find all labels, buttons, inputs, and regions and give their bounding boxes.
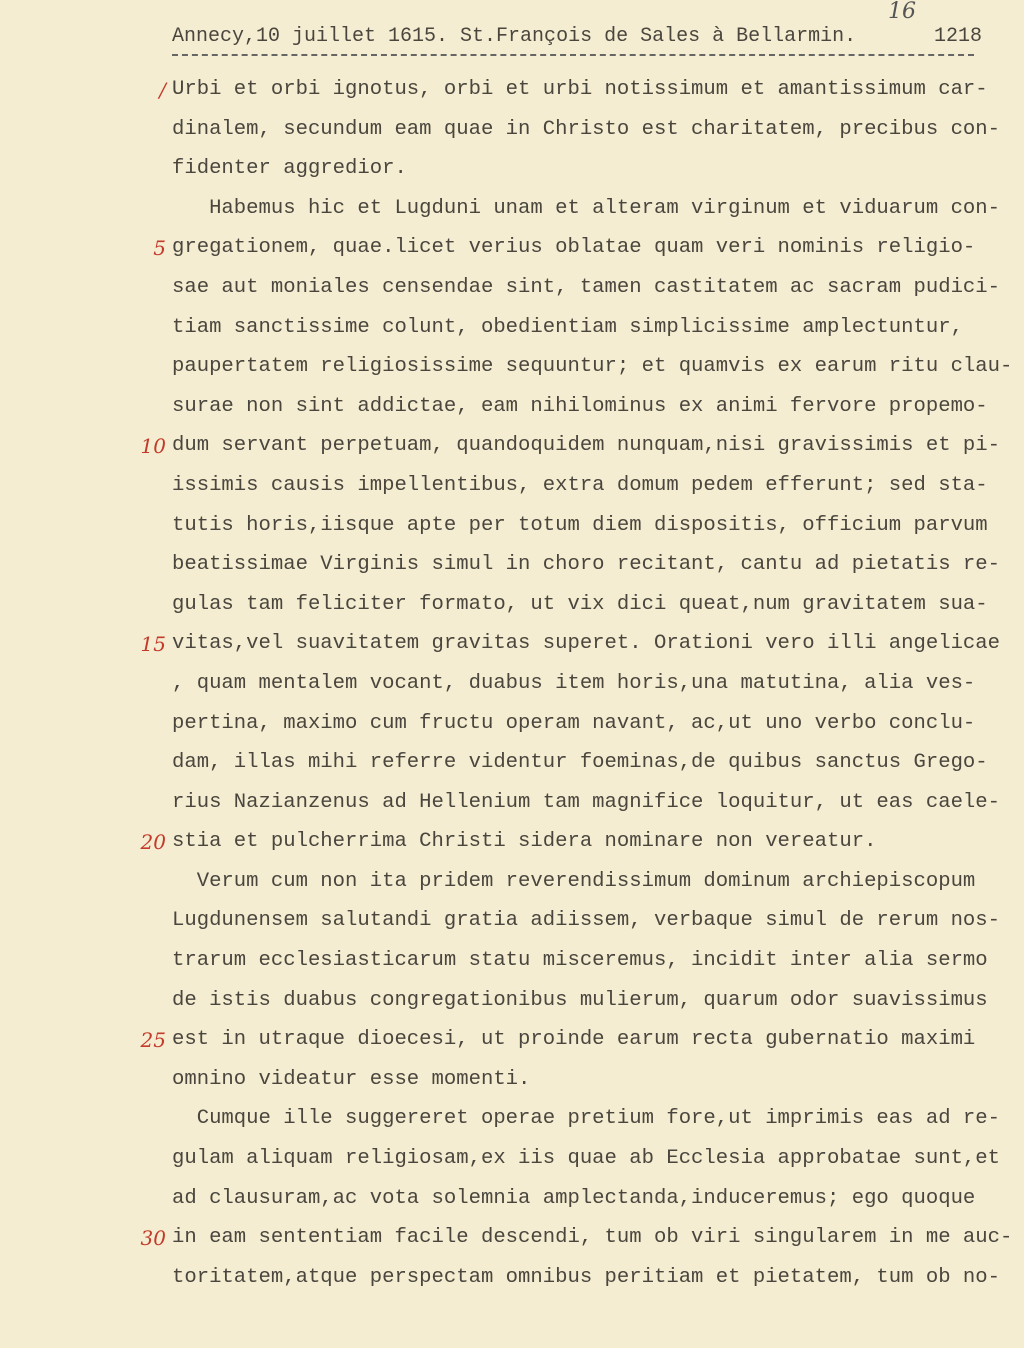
line-number: 30 bbox=[140, 1226, 166, 1251]
line-text: rius Nazianzenus ad Hellenium tam magnifice loquitur, ut eas caele- bbox=[172, 790, 1001, 814]
line-text: in eam sententiam facile descendi, tum ob viri singularem in me auc- bbox=[172, 1226, 1013, 1250]
text-line bbox=[140, 434, 1012, 476]
line-text: fidenter aggredior. bbox=[172, 157, 407, 181]
text-line bbox=[140, 632, 1012, 674]
text-line bbox=[172, 1186, 1012, 1229]
line-text: sae aut moniales censendae sint, tamen castitatem ac sacram pudici- bbox=[172, 275, 1001, 299]
line-text: est in utraque dioecesi, ut proinde earum recta gubernatio maximi bbox=[172, 1028, 976, 1052]
line-text: ad clausuram,ac vota solemnia amplectanda,induceremus; ego quoque bbox=[172, 1186, 976, 1210]
line-text: Lugdunensem salutandi gratia adiissem, verbaque simul de rerum nos- bbox=[172, 909, 1001, 933]
line-number: 10 bbox=[140, 434, 166, 459]
line-text: omnino videatur esse momenti. bbox=[172, 1067, 531, 1091]
text-line bbox=[140, 1028, 1012, 1070]
text-line bbox=[140, 1226, 1013, 1268]
text-line bbox=[172, 753, 1012, 793]
line-text: dum servant perpetuam, quandoquidem nunquam,nisi gravissimis et pi- bbox=[172, 434, 1001, 458]
line-number: 15 bbox=[140, 632, 166, 657]
line-text: dinalem, secundum eam quae in Christo est charitatem, precibus con- bbox=[172, 117, 1001, 141]
text-line bbox=[172, 869, 1012, 912]
text-line bbox=[172, 275, 1012, 318]
text-line bbox=[172, 394, 1012, 437]
text-line bbox=[153, 236, 1012, 278]
line-text: tutis horis,iisque apte per totum diem dispositis, officium parvum bbox=[172, 513, 988, 537]
line-text: stia et pulcherrima Christi sidera nominare non vereatur. bbox=[172, 830, 877, 854]
text-line bbox=[172, 1109, 1012, 1149]
line-text: paupertatem religiosissime sequuntur; et quamvis ex earum ritu clau- bbox=[172, 355, 1013, 379]
text-line bbox=[172, 1067, 1012, 1110]
line-text: Verum cum non ita pridem reverendissimum dominum archiepiscopum bbox=[172, 869, 976, 893]
text-line bbox=[172, 711, 1012, 754]
text-line bbox=[172, 671, 1012, 714]
body-text bbox=[140, 78, 1013, 1307]
line-text: gulam aliquam religiosam,ex iis quae ab Ecclesia approbatae sunt,et bbox=[172, 1147, 1001, 1171]
line-text: tiam sanctissime colunt, obedientiam simplicissime amplectuntur, bbox=[172, 315, 963, 339]
line-text: gulas tam feliciter formato, ut vix dici queat,num gravitatem sua- bbox=[172, 592, 988, 616]
text-line bbox=[172, 159, 1012, 199]
line-number: 25 bbox=[140, 1028, 166, 1053]
text-line bbox=[172, 911, 1012, 951]
text-line bbox=[159, 78, 1012, 120]
line-number: 5 bbox=[153, 236, 166, 261]
text-line bbox=[172, 1265, 1012, 1308]
line-number: / bbox=[159, 78, 166, 102]
text-line bbox=[172, 315, 1012, 358]
line-text: Cumque ille suggereret operae pretium fore,ut imprimis eas ad re- bbox=[172, 1107, 1001, 1131]
text-line bbox=[172, 988, 1012, 1031]
line-text: Urbi et orbi ignotus, orbi et urbi notissimum et amantissimum car- bbox=[172, 78, 988, 101]
text-line bbox=[172, 196, 1012, 239]
text-line bbox=[172, 357, 1012, 397]
page-number: 1218 bbox=[934, 25, 983, 48]
line-text: Habemus hic et Lugduni unam et alteram virginum et viduarum con- bbox=[172, 196, 1001, 220]
document-header: Annecy,10 juillet 1615. St.François de Sales à Bellarmin. bbox=[172, 25, 857, 48]
line-text: trarum ecclesiasticarum statu misceremus, incidit inter alia sermo bbox=[172, 949, 988, 973]
line-text: dam, illas mihi referre videntur foeminas,de quibus sanctus Grego- bbox=[172, 751, 988, 775]
text-line bbox=[172, 117, 1012, 160]
handwritten-page-number: 16 bbox=[888, 0, 916, 24]
header-rule bbox=[172, 54, 974, 56]
line-number: 20 bbox=[140, 830, 166, 855]
text-line bbox=[172, 1149, 1012, 1189]
text-line bbox=[172, 555, 1012, 595]
text-line bbox=[172, 473, 1012, 516]
line-text: , quam mentalem vocant, duabus item horis,una matutina, alia ves- bbox=[172, 671, 976, 695]
line-text: toritatem,atque perspectam omnibus peritiam et pietatem, tum ob no- bbox=[172, 1265, 1001, 1289]
line-text: beatissimae Virginis simul in choro recitant, cantu ad pietatis re- bbox=[172, 553, 1001, 577]
text-line bbox=[140, 830, 1012, 872]
line-text: surae non sint addictae, eam nihilominus ex animi fervore propemo- bbox=[172, 394, 988, 418]
text-line bbox=[172, 790, 1012, 833]
line-text: de istis duabus congregationibus mulierum, quarum odor suavissimus bbox=[172, 988, 988, 1012]
line-text: pertina, maximo cum fructu operam navant, ac,ut uno verbo conclu- bbox=[172, 711, 976, 735]
line-text: gregationem, quae.licet verius oblatae quam veri nominis religio- bbox=[172, 236, 976, 260]
line-text: issimis causis impellentibus, extra domum pedem efferunt; sed sta- bbox=[172, 473, 988, 497]
text-line bbox=[172, 592, 1012, 635]
line-text: vitas,vel suavitatem gravitas superet. Orationi vero illi angelicae bbox=[172, 632, 1001, 656]
text-line bbox=[172, 951, 1012, 991]
text-line bbox=[172, 513, 1012, 556]
